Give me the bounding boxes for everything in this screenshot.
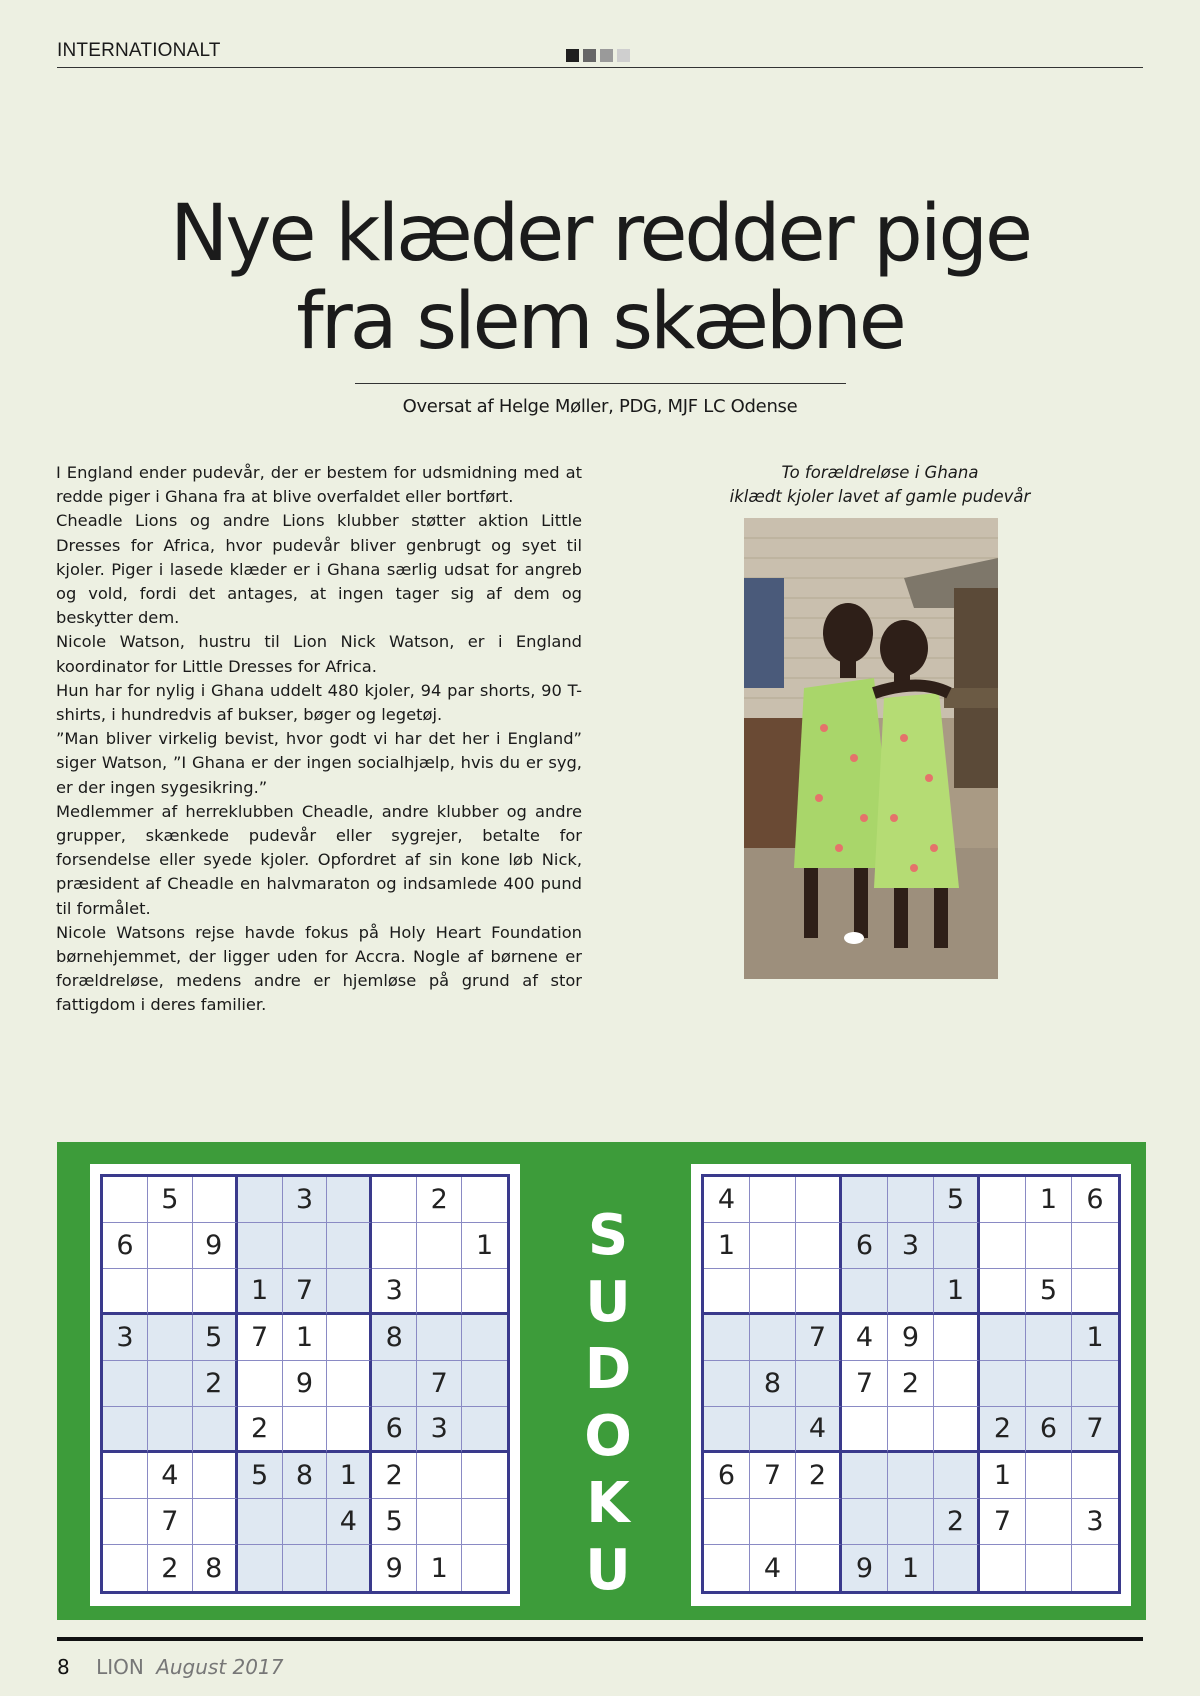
issue-date: August 2017 <box>156 1655 284 1679</box>
sudoku-cell <box>462 1269 507 1315</box>
sudoku-cell: 7 <box>980 1499 1026 1545</box>
sudoku-cell <box>103 1177 148 1223</box>
sudoku-cell: 2 <box>417 1177 462 1223</box>
sudoku-cell: 1 <box>980 1453 1026 1499</box>
sudoku-cell <box>283 1223 328 1269</box>
sudoku-cell <box>283 1545 328 1591</box>
caption-line-1: To forældreløse i Ghana <box>781 463 979 482</box>
sudoku-cell: 4 <box>704 1177 750 1223</box>
sudoku-cell <box>327 1545 372 1591</box>
sudoku-cell <box>1026 1453 1072 1499</box>
sudoku-cell <box>462 1177 507 1223</box>
sudoku-cell: 9 <box>842 1545 888 1591</box>
sudoku-cell <box>1026 1499 1072 1545</box>
article-paragraph: Medlemmer af herreklubben Cheadle, andre klubber og andre grupper, skænkede pudevår eller sygrejer, betalte for forsendelse eller syede kjoler. Opfordret af sin kone løb Nick, præsident af Cheadle en halvmaraton og indsamlede 400 pund til formålet. <box>56 801 582 918</box>
sudoku-cell <box>888 1499 934 1545</box>
sudoku-cell: 8 <box>372 1315 417 1361</box>
sudoku-cell <box>934 1361 980 1407</box>
sudoku-cell <box>980 1315 1026 1361</box>
sudoku-cell <box>193 1499 238 1545</box>
sudoku-cell <box>796 1499 842 1545</box>
sudoku-cell <box>372 1361 417 1407</box>
sudoku-cell <box>462 1453 507 1499</box>
sudoku-cell: 5 <box>372 1499 417 1545</box>
sudoku-cell <box>372 1177 417 1223</box>
sudoku-cell <box>327 1407 372 1453</box>
sudoku-cell: 1 <box>462 1223 507 1269</box>
sudoku-cell: 1 <box>1026 1177 1072 1223</box>
marker-square <box>583 49 596 62</box>
sudoku-cell <box>842 1177 888 1223</box>
sudoku-cell <box>704 1407 750 1453</box>
sudoku-cell: 2 <box>148 1545 193 1591</box>
sudoku-cell <box>750 1177 796 1223</box>
sudoku-cell <box>934 1545 980 1591</box>
photo-caption <box>700 461 1060 509</box>
sudoku-cell: 6 <box>842 1223 888 1269</box>
sudoku-cell <box>980 1223 1026 1269</box>
sudoku-cell: 7 <box>842 1361 888 1407</box>
sudoku-cell <box>1072 1545 1118 1591</box>
sudoku-cell <box>888 1407 934 1453</box>
sudoku-cell <box>238 1499 283 1545</box>
sudoku-cell <box>238 1177 283 1223</box>
sudoku-cell <box>704 1361 750 1407</box>
sudoku-cell: 3 <box>1072 1499 1118 1545</box>
sudoku-cell <box>193 1453 238 1499</box>
sudoku-cell: 3 <box>417 1407 462 1453</box>
sudoku-cell <box>327 1223 372 1269</box>
sudoku-cell: 4 <box>842 1315 888 1361</box>
sudoku-cell: 3 <box>283 1177 328 1223</box>
sudoku-cell <box>1026 1315 1072 1361</box>
sudoku-grid <box>100 1174 510 1594</box>
sudoku-cell <box>462 1407 507 1453</box>
sudoku-cell: 3 <box>888 1223 934 1269</box>
sudoku-cell <box>1026 1361 1072 1407</box>
sudoku-title-letter: U <box>585 1538 631 1603</box>
sudoku-cell <box>103 1453 148 1499</box>
sudoku-cell <box>103 1407 148 1453</box>
sudoku-cell: 1 <box>283 1315 328 1361</box>
page-footer <box>57 1655 283 1679</box>
footer-divider <box>57 1637 1143 1641</box>
sudoku-cell: 1 <box>238 1269 283 1315</box>
sudoku-cell: 2 <box>934 1499 980 1545</box>
sudoku-cell: 9 <box>372 1545 417 1591</box>
article-paragraph: Cheadle Lions og andre Lions klubber støtter aktion Little Dresses for Africa, hvor pudevår bliver genbrugt og syet til kjoler. Piger i lasede klæder er i Ghana særlig udsat for angreb og vold, fordi det antages, at ingen tager sig af dem og beskytter dem. <box>56 511 582 628</box>
sudoku-cell: 7 <box>148 1499 193 1545</box>
sudoku-cell: 6 <box>103 1223 148 1269</box>
sudoku-cell: 7 <box>417 1361 462 1407</box>
sudoku-cell: 6 <box>1026 1407 1072 1453</box>
sudoku-title-letter: U <box>585 1270 631 1335</box>
sudoku-cell: 3 <box>372 1269 417 1315</box>
sudoku-cell <box>750 1223 796 1269</box>
title-line-2: fra slem skæbne <box>296 277 904 367</box>
sudoku-cell: 3 <box>103 1315 148 1361</box>
sudoku-cell <box>283 1499 328 1545</box>
sudoku-cell <box>842 1499 888 1545</box>
sudoku-cell: 2 <box>888 1361 934 1407</box>
sudoku-cell <box>750 1315 796 1361</box>
sudoku-cell <box>704 1269 750 1315</box>
sudoku-cell <box>417 1315 462 1361</box>
sudoku-title-letter: S <box>587 1203 629 1268</box>
sudoku-cell <box>888 1177 934 1223</box>
article-title <box>0 190 1200 366</box>
sudoku-cell <box>148 1315 193 1361</box>
title-divider <box>355 383 846 384</box>
sudoku-cell <box>842 1453 888 1499</box>
magazine-name: LION <box>96 1655 144 1679</box>
sudoku-cell <box>238 1361 283 1407</box>
sudoku-cell <box>327 1315 372 1361</box>
sudoku-cell: 6 <box>704 1453 750 1499</box>
sudoku-cell <box>934 1315 980 1361</box>
sudoku-cell: 1 <box>327 1453 372 1499</box>
sudoku-cell <box>327 1177 372 1223</box>
sudoku-cell <box>980 1269 1026 1315</box>
article-paragraph: I England ender pudevår, der er bestem for udsmidning med at redde piger i Ghana fra at blive overfaldet eller bortført. <box>56 463 582 507</box>
sudoku-cell <box>462 1315 507 1361</box>
sudoku-cell: 1 <box>1072 1315 1118 1361</box>
sudoku-cell: 5 <box>1026 1269 1072 1315</box>
sudoku-cell: 5 <box>148 1177 193 1223</box>
sudoku-cell: 2 <box>796 1453 842 1499</box>
sudoku-cell <box>193 1407 238 1453</box>
sudoku-cell <box>1072 1269 1118 1315</box>
sudoku-cell: 7 <box>283 1269 328 1315</box>
sudoku-cell: 4 <box>750 1545 796 1591</box>
photo-two-girls <box>744 518 998 979</box>
sudoku-cell <box>1072 1453 1118 1499</box>
article-paragraph: Nicole Watsons rejse havde fokus på Holy Heart Foundation børnehjemmet, der ligger uden for Accra. Nogle af børnene er forældreløse, medens andre er hjemløse på grund af stor fattigdom i deres familier. <box>56 922 582 1015</box>
sudoku-cell <box>327 1361 372 1407</box>
sudoku-cell: 1 <box>704 1223 750 1269</box>
sudoku-cell <box>842 1407 888 1453</box>
sudoku-grid <box>701 1174 1121 1594</box>
sudoku-cell: 1 <box>888 1545 934 1591</box>
sudoku-cell: 2 <box>238 1407 283 1453</box>
sudoku-cell <box>372 1223 417 1269</box>
sudoku-cell <box>704 1545 750 1591</box>
sudoku-cell <box>1026 1223 1072 1269</box>
sudoku-cell <box>704 1315 750 1361</box>
marker-square <box>617 49 630 62</box>
sudoku-cell <box>1072 1361 1118 1407</box>
sudoku-cell <box>148 1269 193 1315</box>
sudoku-cell <box>796 1269 842 1315</box>
sudoku-puzzle-left <box>90 1164 520 1606</box>
sudoku-title-letter: D <box>584 1337 632 1402</box>
sudoku-cell <box>148 1361 193 1407</box>
sudoku-cell: 2 <box>372 1453 417 1499</box>
sudoku-cell: 5 <box>934 1177 980 1223</box>
sudoku-cell <box>934 1407 980 1453</box>
sudoku-cell <box>796 1361 842 1407</box>
sudoku-cell <box>103 1269 148 1315</box>
sudoku-cell <box>193 1269 238 1315</box>
section-marker-squares <box>566 49 630 62</box>
marker-square <box>566 49 579 62</box>
article-body <box>56 461 582 1018</box>
sudoku-cell: 9 <box>888 1315 934 1361</box>
sudoku-cell: 9 <box>283 1361 328 1407</box>
sudoku-cell: 4 <box>148 1453 193 1499</box>
sudoku-title-letter: O <box>584 1404 632 1469</box>
sudoku-cell <box>796 1223 842 1269</box>
sudoku-cell <box>417 1269 462 1315</box>
sudoku-cell: 7 <box>750 1453 796 1499</box>
sudoku-cell <box>1072 1223 1118 1269</box>
page-number: 8 <box>57 1655 70 1679</box>
sudoku-cell <box>283 1407 328 1453</box>
sudoku-cell <box>103 1499 148 1545</box>
sudoku-panel <box>57 1142 1146 1620</box>
sudoku-cell <box>103 1361 148 1407</box>
sudoku-cell <box>238 1223 283 1269</box>
sudoku-cell <box>193 1177 238 1223</box>
sudoku-cell: 2 <box>193 1361 238 1407</box>
sudoku-cell <box>103 1545 148 1591</box>
sudoku-cell: 1 <box>417 1545 462 1591</box>
sudoku-cell: 1 <box>934 1269 980 1315</box>
sudoku-cell <box>980 1361 1026 1407</box>
sudoku-cell <box>980 1177 1026 1223</box>
article-paragraph: Hun har for nylig i Ghana uddelt 480 kjoler, 94 par shorts, 90 T-shirts, i hundredvis af bukser, bøger og legetøj. <box>56 680 582 725</box>
sudoku-cell <box>704 1499 750 1545</box>
sudoku-cell <box>980 1545 1026 1591</box>
sudoku-cell <box>417 1223 462 1269</box>
sudoku-title-letter: K <box>586 1471 630 1536</box>
sudoku-cell: 6 <box>372 1407 417 1453</box>
sudoku-cell: 7 <box>1072 1407 1118 1453</box>
sudoku-cell: 5 <box>238 1453 283 1499</box>
sudoku-cell <box>750 1499 796 1545</box>
sudoku-cell <box>327 1269 372 1315</box>
sudoku-cell <box>888 1453 934 1499</box>
caption-line-2: iklædt kjoler lavet af gamle pudevår <box>729 487 1031 507</box>
section-label: INTERNATIONALT <box>57 40 221 61</box>
sudoku-cell <box>148 1223 193 1269</box>
sudoku-cell: 9 <box>193 1223 238 1269</box>
sudoku-cell <box>796 1177 842 1223</box>
sudoku-cell: 8 <box>193 1545 238 1591</box>
sudoku-cell <box>462 1545 507 1591</box>
sudoku-cell <box>417 1453 462 1499</box>
sudoku-cell <box>934 1223 980 1269</box>
sudoku-puzzle-right <box>691 1164 1131 1606</box>
sudoku-cell: 8 <box>283 1453 328 1499</box>
header-divider <box>57 67 1143 68</box>
byline: Oversat af Helge Møller, PDG, MJF LC Odense <box>402 396 798 417</box>
marker-square <box>600 49 613 62</box>
sudoku-cell <box>796 1545 842 1591</box>
sudoku-cell: 7 <box>238 1315 283 1361</box>
sudoku-cell <box>148 1407 193 1453</box>
sudoku-cell: 4 <box>327 1499 372 1545</box>
sudoku-cell <box>238 1545 283 1591</box>
sudoku-cell <box>462 1499 507 1545</box>
sudoku-cell <box>750 1269 796 1315</box>
article-paragraph: ”Man bliver virkelig bevist, hvor godt vi har det her i England” siger Watson, ”I Ghana er der ingen socialhjælp, hvis du er syg, er der ingen sygesikring.” <box>56 729 582 797</box>
sudoku-cell <box>842 1269 888 1315</box>
sudoku-cell <box>888 1269 934 1315</box>
sudoku-cell: 5 <box>193 1315 238 1361</box>
sudoku-cell: 6 <box>1072 1177 1118 1223</box>
title-line-1: Nye klæder redder pige <box>170 189 1030 279</box>
sudoku-cell <box>462 1361 507 1407</box>
sudoku-cell: 7 <box>796 1315 842 1361</box>
sudoku-cell: 4 <box>796 1407 842 1453</box>
sudoku-cell: 8 <box>750 1361 796 1407</box>
article-paragraph: Nicole Watson, hustru til Lion Nick Watson, er i England koordinator for Little Dresses for Africa. <box>56 632 582 676</box>
sudoku-cell <box>750 1407 796 1453</box>
sudoku-title <box>577 1202 639 1604</box>
sudoku-cell <box>417 1499 462 1545</box>
sudoku-cell: 2 <box>980 1407 1026 1453</box>
sudoku-cell <box>1026 1545 1072 1591</box>
sudoku-cell <box>934 1453 980 1499</box>
